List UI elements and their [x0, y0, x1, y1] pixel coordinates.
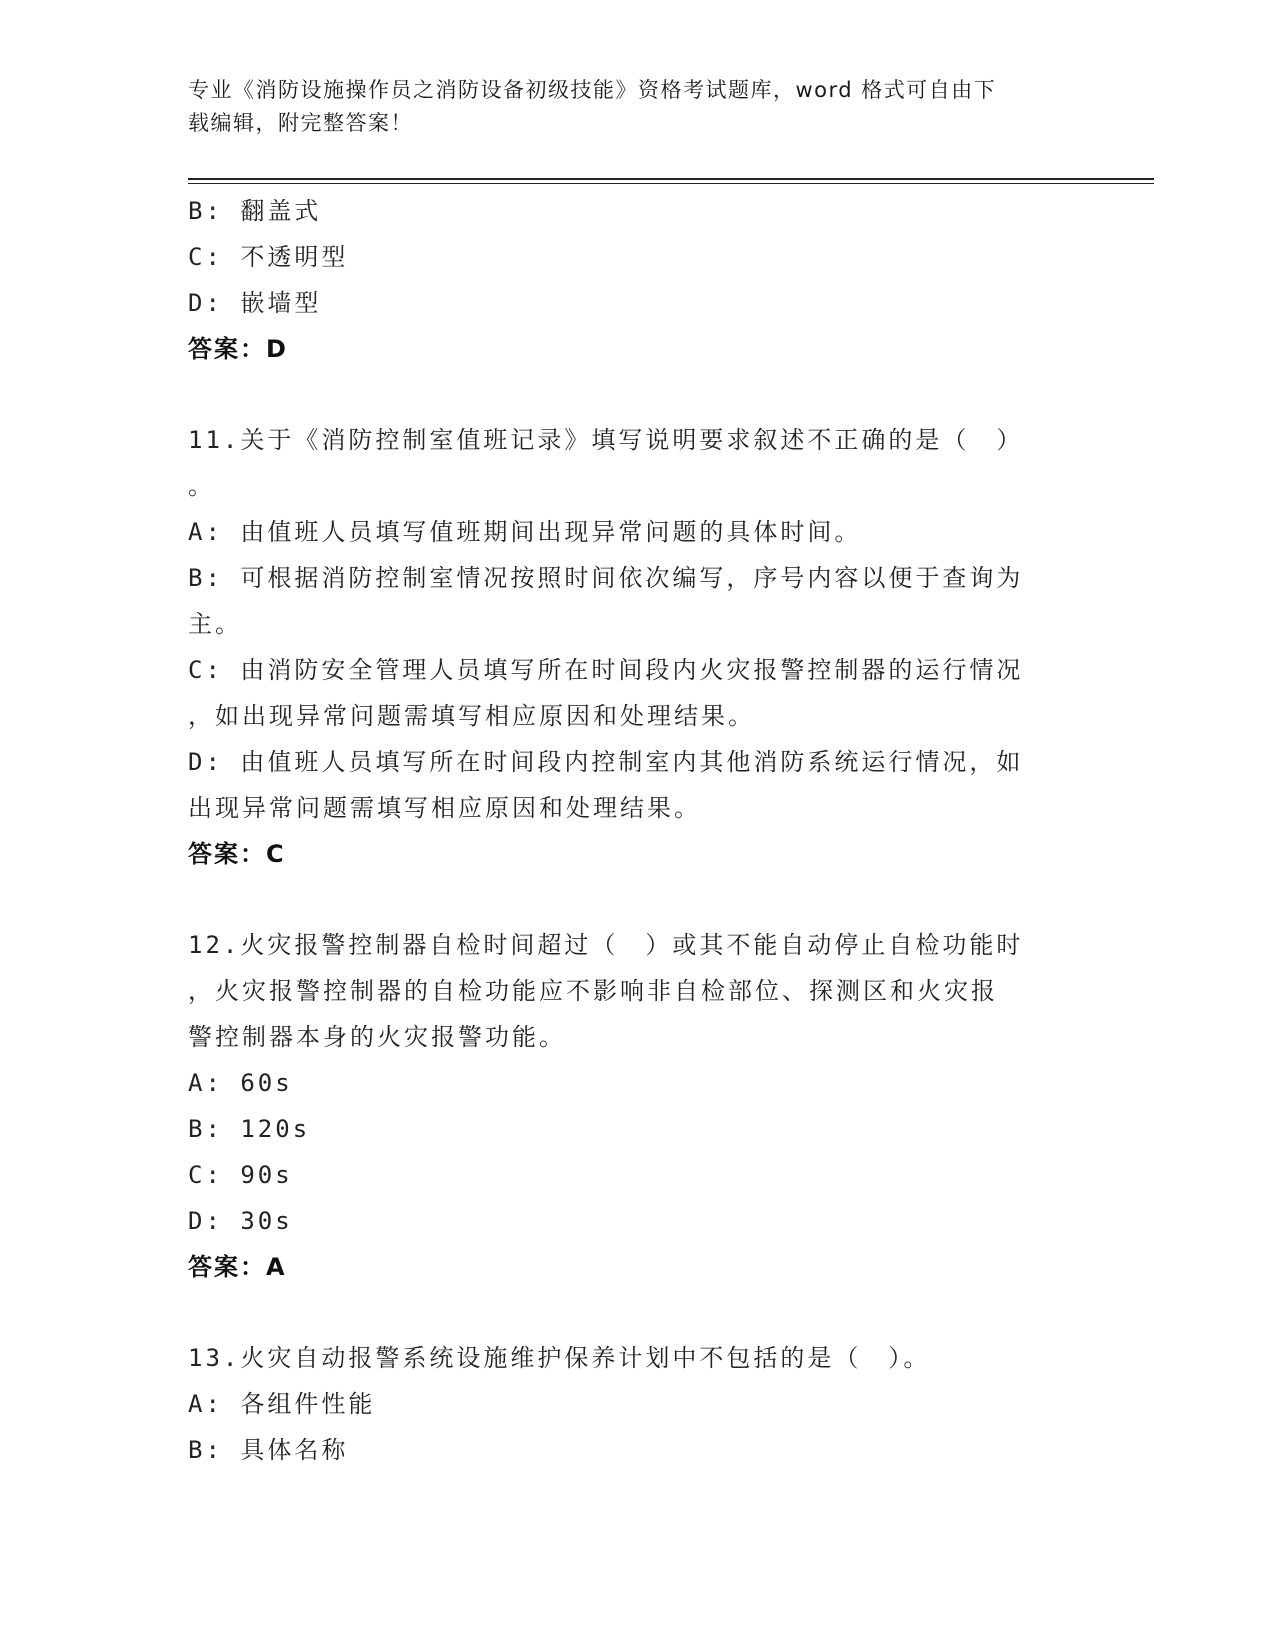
- option-line: B: 具体名称: [188, 1436, 349, 1464]
- header-divider-thin: [188, 183, 1154, 184]
- option-line: D: 嵌墙型: [188, 289, 322, 317]
- option-line: 主。: [188, 610, 242, 638]
- document-header: [188, 74, 1068, 140]
- question-spacer: [188, 372, 1088, 417]
- question-stem: 11.关于《消防控制室值班记录》填写说明要求叙述不正确的是（ ）: [188, 426, 1024, 454]
- question-13-block: [188, 1335, 1088, 1473]
- option-line: B: 翻盖式: [188, 197, 322, 225]
- question-stem: ，火灾报警控制器的自检功能应不影响非自检部位、探测区和火灾报: [188, 977, 998, 1005]
- option-line: A: 60s: [188, 1069, 293, 1097]
- header-divider-thick: [188, 178, 1154, 180]
- question-content: [188, 188, 1088, 1473]
- question-stem: 。: [188, 472, 215, 500]
- answer-line: 答案：A: [188, 1253, 287, 1281]
- answer-line: 答案：D: [188, 335, 288, 363]
- option-line: D: 30s: [188, 1207, 293, 1235]
- header-line-1: 专业《消防设施操作员之消防设备初级技能》资格考试题库，word 格式可自由下: [188, 78, 997, 102]
- option-line: D: 由值班人员填写所在时间段内控制室内其他消防系统运行情况，如: [188, 748, 1024, 776]
- option-line: C: 不透明型: [188, 243, 349, 271]
- header-line-2: 载编辑，附完整答案！: [188, 111, 413, 135]
- question-spacer: [188, 1290, 1088, 1335]
- question-11-block: [188, 417, 1088, 877]
- question-spacer: [188, 877, 1088, 922]
- option-line: B: 120s: [188, 1115, 311, 1143]
- answer-line: 答案：C: [188, 840, 286, 868]
- question-stem: 警控制器本身的火灾报警功能。: [188, 1023, 566, 1051]
- option-line: ，如出现异常问题需填写相应原因和处理结果。: [188, 702, 755, 730]
- option-line: A: 由值班人员填写值班期间出现异常问题的具体时间。: [188, 518, 862, 546]
- question-10-block: [188, 188, 1088, 372]
- option-line: C: 90s: [188, 1161, 293, 1189]
- question-stem: 12.火灾报警控制器自检时间超过（ ）或其不能自动停止自检功能时: [188, 931, 1024, 959]
- option-line: C: 由消防安全管理人员填写所在时间段内火灾报警控制器的运行情况: [188, 656, 1024, 684]
- question-stem: 13.火灾自动报警系统设施维护保养计划中不包括的是（ ）。: [188, 1344, 931, 1372]
- option-line: A: 各组件性能: [188, 1390, 376, 1418]
- question-12-block: [188, 922, 1088, 1290]
- option-line: B: 可根据消防控制室情况按照时间依次编写，序号内容以便于查询为: [188, 564, 1024, 592]
- option-line: 出现异常问题需填写相应原因和处理结果。: [188, 794, 701, 822]
